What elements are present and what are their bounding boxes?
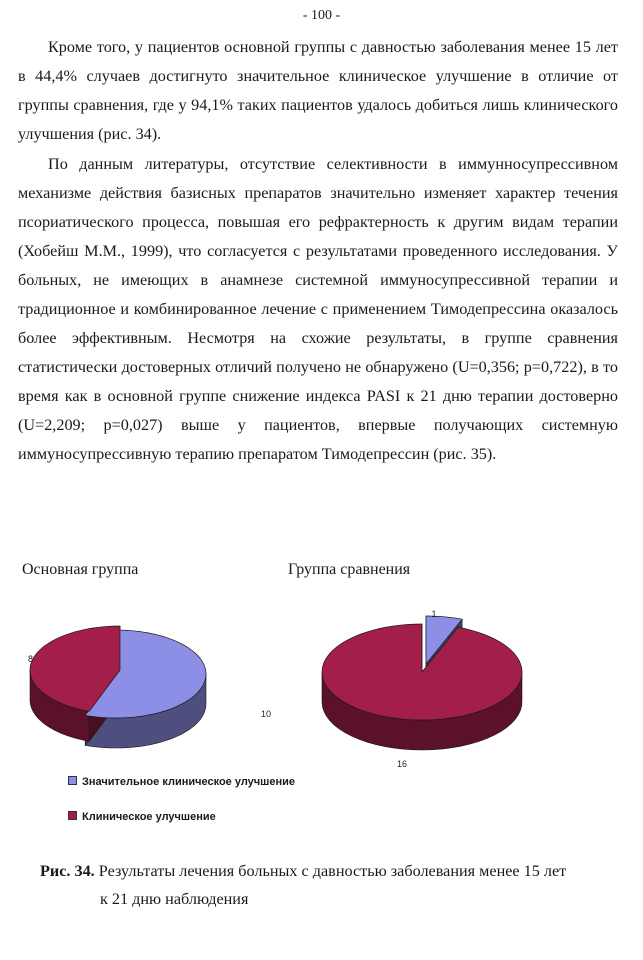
paragraph-2: По данным литературы, отсутствие селективности в иммунносупрессивном механизме действия базисных препаратов значительно изменяет характер течения псориатического процесса, повышая его рефрактерность к другим видам терапии (Хобейш М.М., 1999), что согласуется с результатами проведенного исследования. У больных, не имеющих в анамнезе системной иммуносупрессивной терапии и традиционное и комбинированное лечение с применением Тимодепрессина оказалось более эффективным. Несмотря на схожие результаты, в группе сравнения статистически достоверных отличий получено не обнаружено (U=0,356; p=0,722), в то время как в основной группе снижение индекса PASI к 21 дню терапии достоверно (U=2,209; p=0,027) выше у пациентов, впервые получающих системную иммуносупрессивную терапию препаратом Тимодепрессин (рис. 35). [18, 155, 618, 463]
caption-prefix: Рис. 34. [40, 862, 95, 880]
legend-swatch-significant [68, 776, 77, 785]
caption-line-2: к 21 дню наблюдения [100, 890, 249, 908]
legend-label-significant: Значительное клиническое улучшение [82, 776, 295, 788]
legend-label-clinical: Клиническое улучшение [82, 811, 216, 823]
chart-title-comparison-group: Группа сравнения [288, 561, 411, 578]
paragraph-1: Кроме того, у пациентов основной группы с давностью заболевания менее 15 лет в 44,4% случаев достигнуто значительное клиническое улучшение в отличие от группы сравнения, где у 94,1% таких пациентов удалось добиться лишь клинического улучшения (рис. 34). [18, 38, 618, 143]
legend-item-clinical [68, 811, 216, 823]
pie-1-value-label-1: 16 [396, 759, 408, 769]
pie-1-slice-1 [322, 624, 522, 720]
legend-item-significant [68, 776, 295, 788]
page-number: - 100 - [302, 8, 341, 23]
pie-0-value-label-0: 10 [260, 709, 272, 719]
pie-1-value-label-0: 1 [431, 609, 437, 619]
figure-caption [40, 857, 620, 913]
caption-line-1: Результаты лечения больных с давностью заболевания менее 15 лет [94, 862, 567, 880]
chart-title-main-group: Основная группа [22, 561, 139, 578]
legend-swatch-clinical [68, 811, 77, 820]
pie-0-value-label-1: 8 [27, 654, 33, 664]
